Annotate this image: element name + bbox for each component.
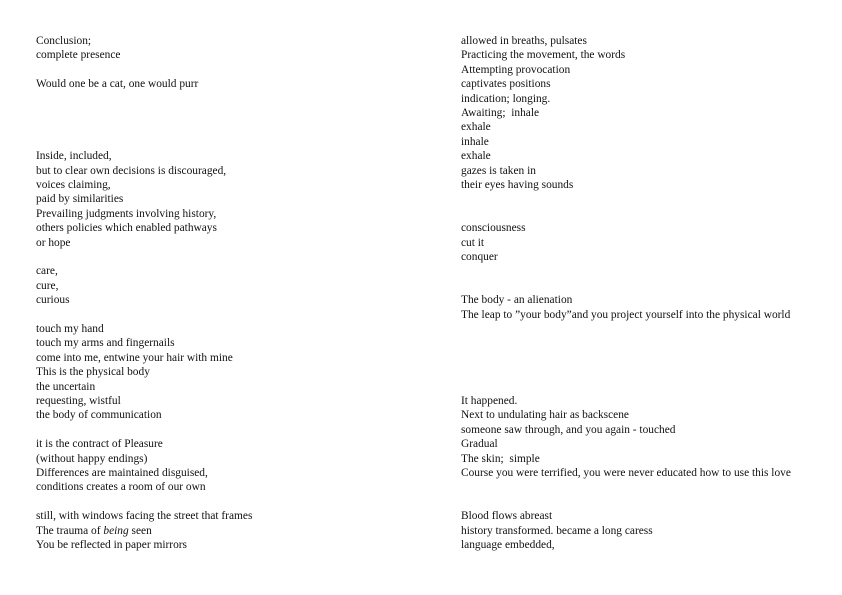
poem-line: voices claiming,	[36, 178, 111, 191]
stanza	[461, 293, 790, 322]
trauma-text-before: The trauma of	[36, 524, 104, 537]
poem-line: It happened.	[461, 395, 518, 407]
poem-line: someone saw through, and you again - touched	[461, 423, 676, 436]
poem-line: conquer	[461, 250, 498, 263]
poem-line-trauma	[36, 524, 252, 538]
stanza	[36, 437, 208, 495]
poem-line: or hope	[36, 236, 71, 249]
poem-line: This is the physical body	[36, 366, 150, 379]
poem-line: Course you were terrified, you were never educated how to use this love	[461, 466, 791, 479]
poem-line: Conclusion;	[36, 35, 92, 47]
stanza	[36, 322, 233, 423]
poem-line: Practicing the movement, the words	[461, 49, 626, 62]
poem-line: Blood flows abreast	[461, 510, 553, 523]
poem-line: indication; longing.	[461, 92, 551, 105]
stanza	[36, 34, 198, 92]
poem-line: the uncertain	[36, 380, 96, 393]
poem-line: (without happy endings)	[36, 452, 148, 465]
stanza	[36, 264, 70, 307]
poem-line: touch my arms and fingernails	[36, 337, 175, 350]
poem-line: Gradual	[461, 438, 498, 451]
poem-line: consciousness	[461, 222, 526, 235]
poem-line: paid by similarities	[36, 193, 124, 206]
poem-line: inhale	[461, 135, 489, 148]
poem-line: cure,	[36, 279, 59, 292]
poem-line: the body of communication	[36, 409, 162, 422]
poem-line: cut it	[461, 236, 485, 249]
trauma-text-italic: being	[103, 524, 129, 537]
poem-line: allowed in breaths, pulsates	[461, 35, 587, 47]
stanza	[461, 34, 625, 192]
stanza	[461, 221, 526, 264]
poem-line: complete presence	[36, 49, 121, 62]
stanza	[36, 149, 226, 250]
poem-line: come into me, entwine your hair with mine	[36, 351, 233, 364]
poem-line: it is the contract of Pleasure	[36, 438, 163, 451]
poem-line: Next to undulating hair as backscene	[461, 409, 629, 422]
poem-line: gazes is taken in	[461, 164, 536, 177]
poem-line: exhale	[461, 121, 491, 134]
poem-line: care,	[36, 265, 58, 278]
poem-line: Would one be a cat, one would purr	[36, 78, 199, 91]
poem-line: their eyes having sounds	[461, 178, 574, 191]
trauma-text-after: seen	[128, 524, 152, 537]
poem-line: others policies which enabled pathways	[36, 222, 217, 235]
poem-line: You be reflected in paper mirrors	[36, 538, 187, 551]
poem-line: captivates positions	[461, 78, 551, 91]
poem-line: requesting, wistful	[36, 394, 121, 407]
stanza	[461, 509, 653, 552]
poem-line: history transformed. became a long caress	[461, 524, 653, 537]
poem-line: Attempting provocation	[461, 63, 571, 76]
poem-line: touch my hand	[36, 323, 104, 335]
poem-line: Differences are maintained disguised,	[36, 466, 208, 479]
poem-line: Inside, included,	[36, 150, 112, 163]
poem-line: but to clear own decisions is discouraged,	[36, 164, 227, 177]
poem-line: Prevailing judgments involving history,	[36, 207, 217, 220]
poem-line: conditions creates a room of our own	[36, 481, 206, 494]
poem-line: language embedded,	[461, 538, 555, 551]
stanza	[461, 394, 791, 480]
stanza	[36, 509, 252, 552]
poem-line: Awaiting; inhale	[461, 106, 540, 119]
poem-line: The body - an alienation	[461, 294, 573, 307]
poem-line: exhale	[461, 150, 491, 163]
poem-line: The leap to ”your body”and you project yourself into the physical world	[461, 308, 791, 321]
poem-line: still, with windows facing the street that frames	[36, 510, 253, 523]
poem-line: curious	[36, 294, 70, 307]
poem-line	[36, 63, 198, 77]
poem-line: The skin; simple	[461, 452, 540, 465]
